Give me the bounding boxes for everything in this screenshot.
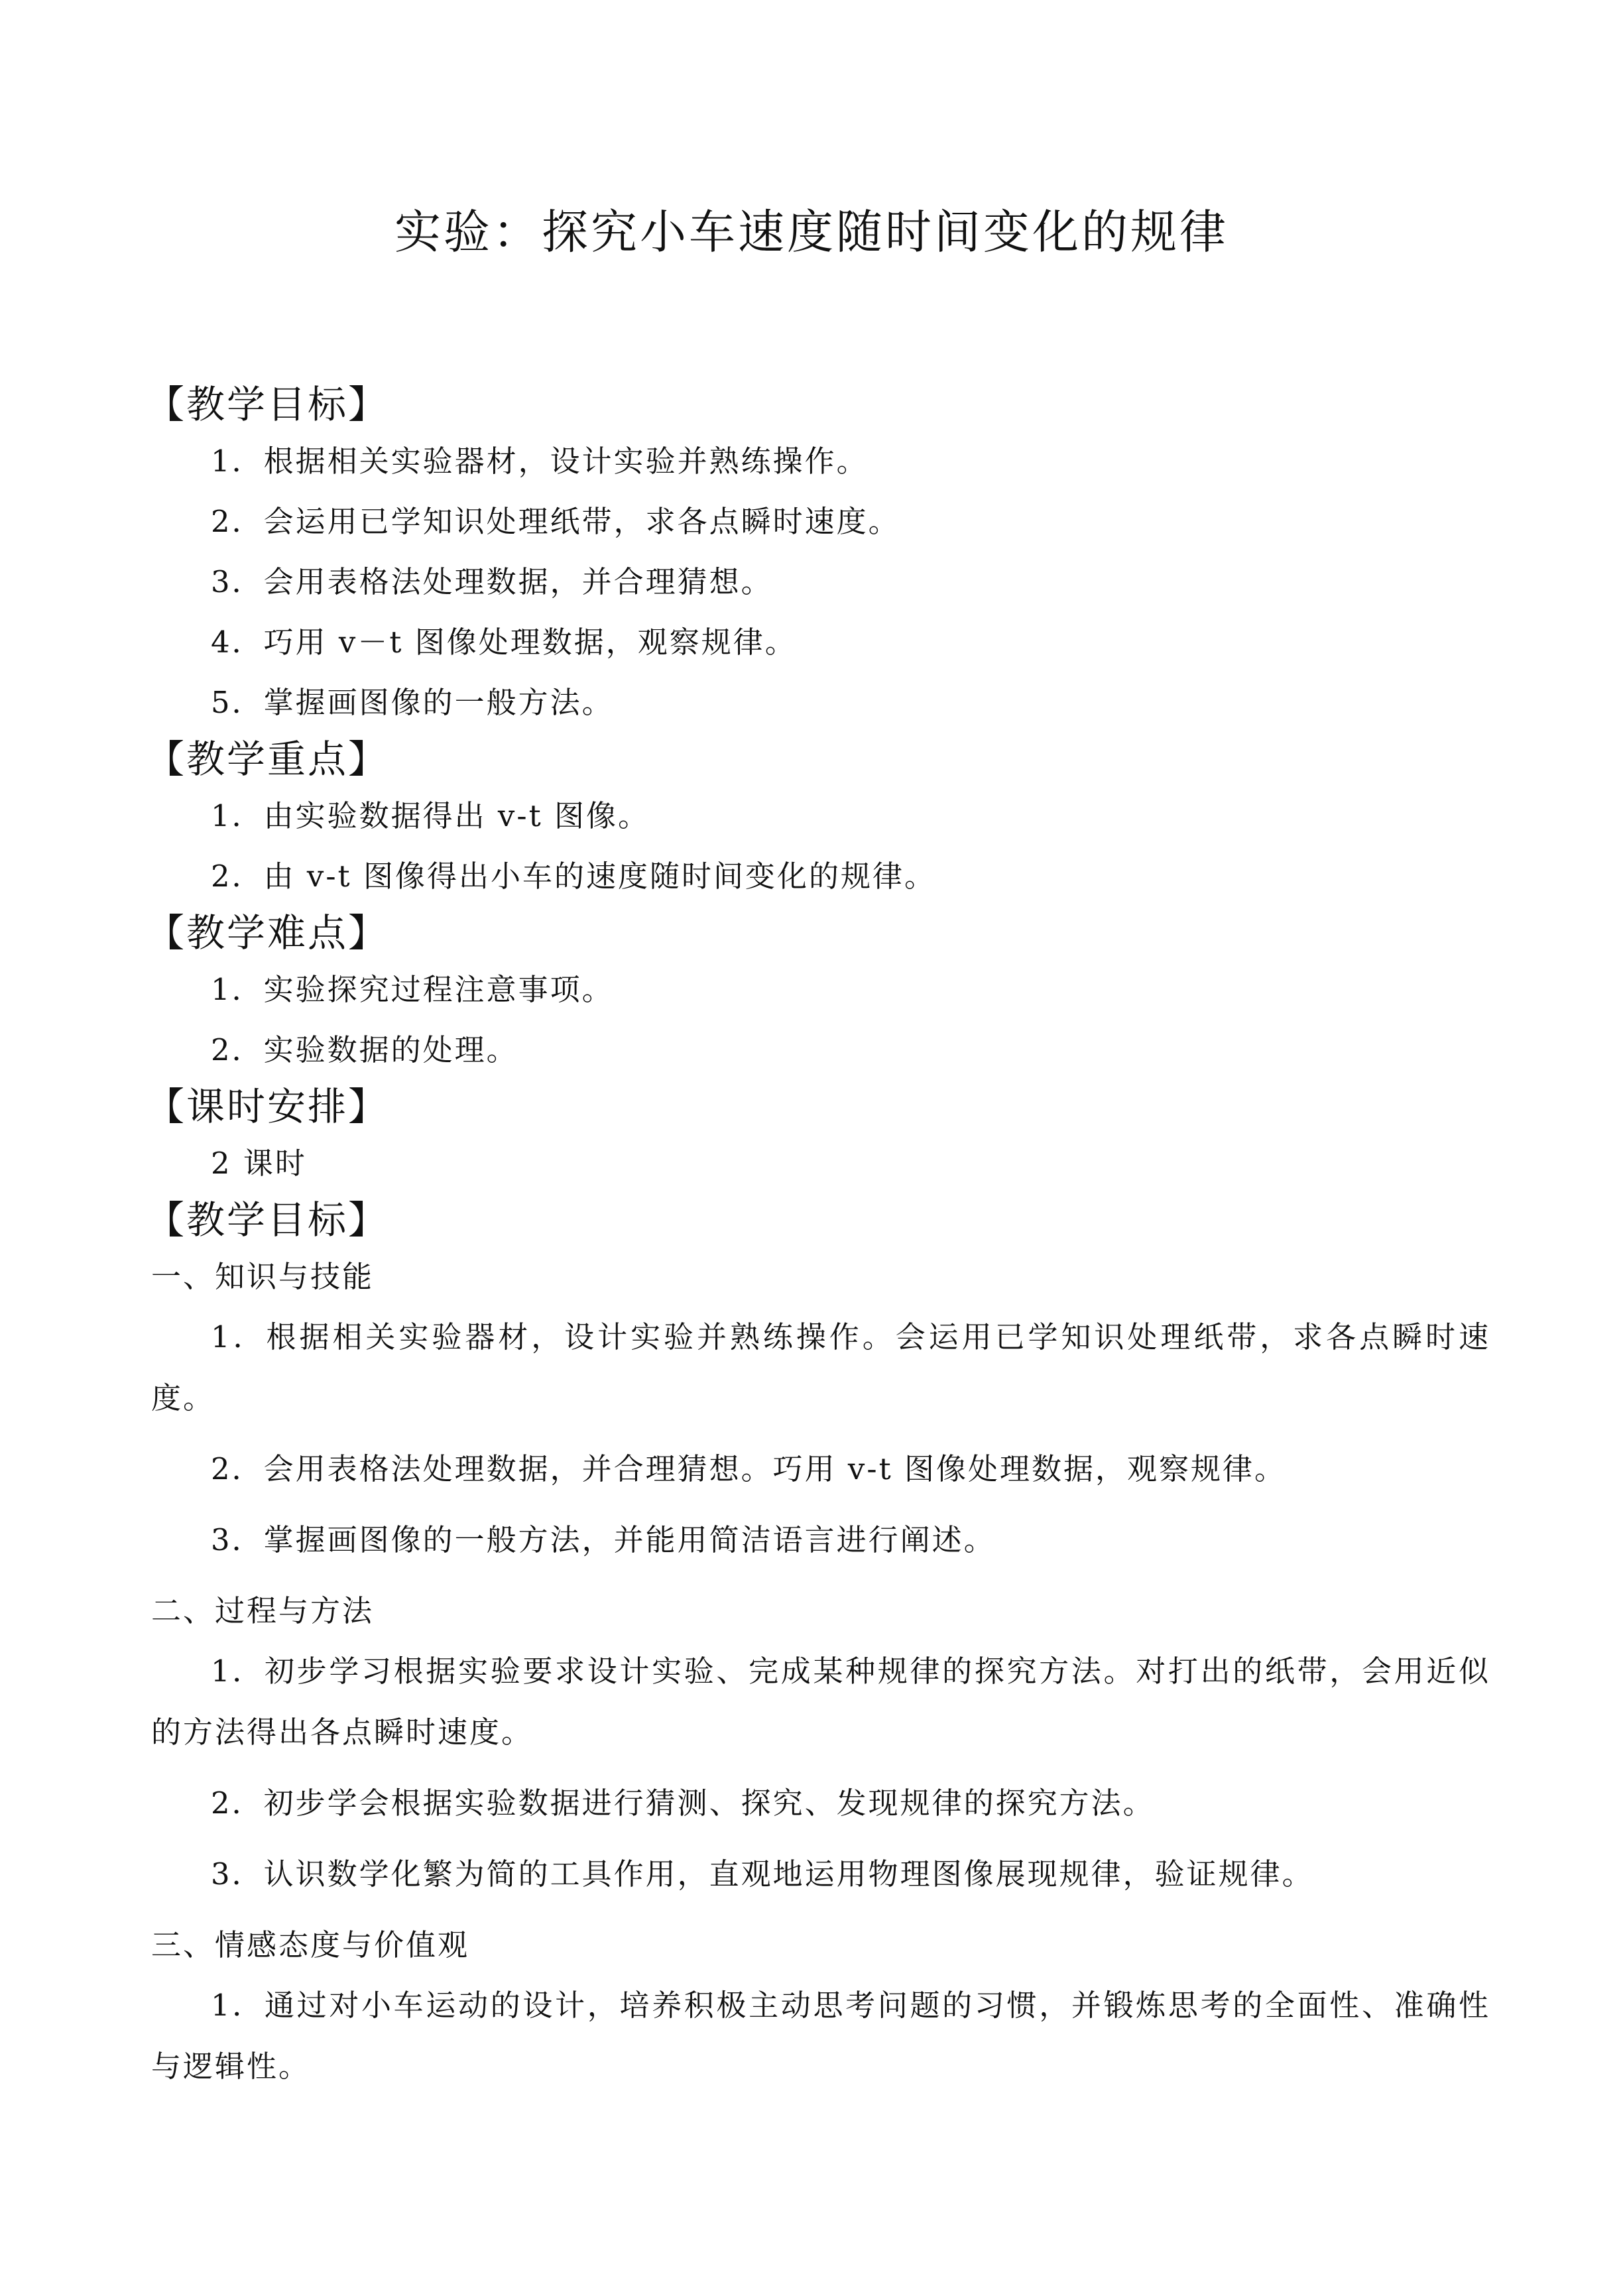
process-para-2: 2．初步学会根据实验数据进行猜测、探究、发现规律的探究方法。 <box>211 1785 1155 1821</box>
objective-item-1: 1．根据相关实验器材，设计实验并熟练操作。 <box>211 444 869 479</box>
document-title: 实验：探究小车速度随时间变化的规律 <box>394 205 1229 259</box>
knowledge-para-1: 1．根据相关实验器材，设计实验并熟练操作。会运用已学知识处理纸带，求各点瞬时速度。 <box>151 1319 1490 1416</box>
objective-item-4: 4．巧用 v－t 图像处理数据，观察规律。 <box>211 625 797 660</box>
objective-item-3: 3．会用表格法处理数据，并合理猜想。 <box>211 564 773 599</box>
section-heading-schedule: 【课时安排】 <box>146 1084 389 1129</box>
subsection-heading-process: 二、过程与方法 <box>151 1593 375 1628</box>
subsection-heading-attitude: 三、情感态度与价值观 <box>151 1927 470 1963</box>
process-para-1: 1．初步学习根据实验要求设计实验、完成某种规律的探究方法。对打出的纸带，会用近似的方法得出各点瞬时速度。 <box>151 1654 1490 1750</box>
document-body <box>146 381 1490 2097</box>
key-point-item-2: 2．由 v-t 图像得出小车的速度随时间变化的规律。 <box>211 859 936 894</box>
knowledge-para-2: 2．会用表格法处理数据，并合理猜想。巧用 v-t 图像处理数据，观察规律。 <box>211 1451 1286 1486</box>
knowledge-para-3: 3．掌握画图像的一般方法，并能用简洁语言进行阐述。 <box>211 1522 996 1557</box>
process-para-3: 3．认识数学化繁为简的工具作用，直观地运用物理图像展现规律，验证规律。 <box>211 1856 1314 1892</box>
section-heading-key-points: 【教学重点】 <box>146 737 389 782</box>
section-heading-objectives-detailed: 【教学目标】 <box>146 1197 389 1242</box>
difficulty-item-1: 1．实验探究过程注意事项。 <box>211 972 614 1007</box>
schedule-item: 2 课时 <box>211 1146 307 1181</box>
attitude-para-1: 1．通过对小车运动的设计，培养积极主动思考问题的习惯，并锻炼思考的全面性、准确性与逻辑性。 <box>151 1988 1490 2084</box>
objective-item-5: 5．掌握画图像的一般方法。 <box>211 685 614 720</box>
subsection-heading-knowledge: 一、知识与技能 <box>151 1259 375 1294</box>
difficulty-item-2: 2．实验数据的处理。 <box>211 1032 518 1067</box>
objective-item-2: 2．会运用已学知识处理纸带，求各点瞬时速度。 <box>211 504 900 539</box>
key-point-item-1: 1．由实验数据得出 v-t 图像。 <box>211 798 650 833</box>
section-heading-difficulties: 【教学难点】 <box>146 910 389 955</box>
section-heading-objectives: 【教学目标】 <box>146 382 389 427</box>
